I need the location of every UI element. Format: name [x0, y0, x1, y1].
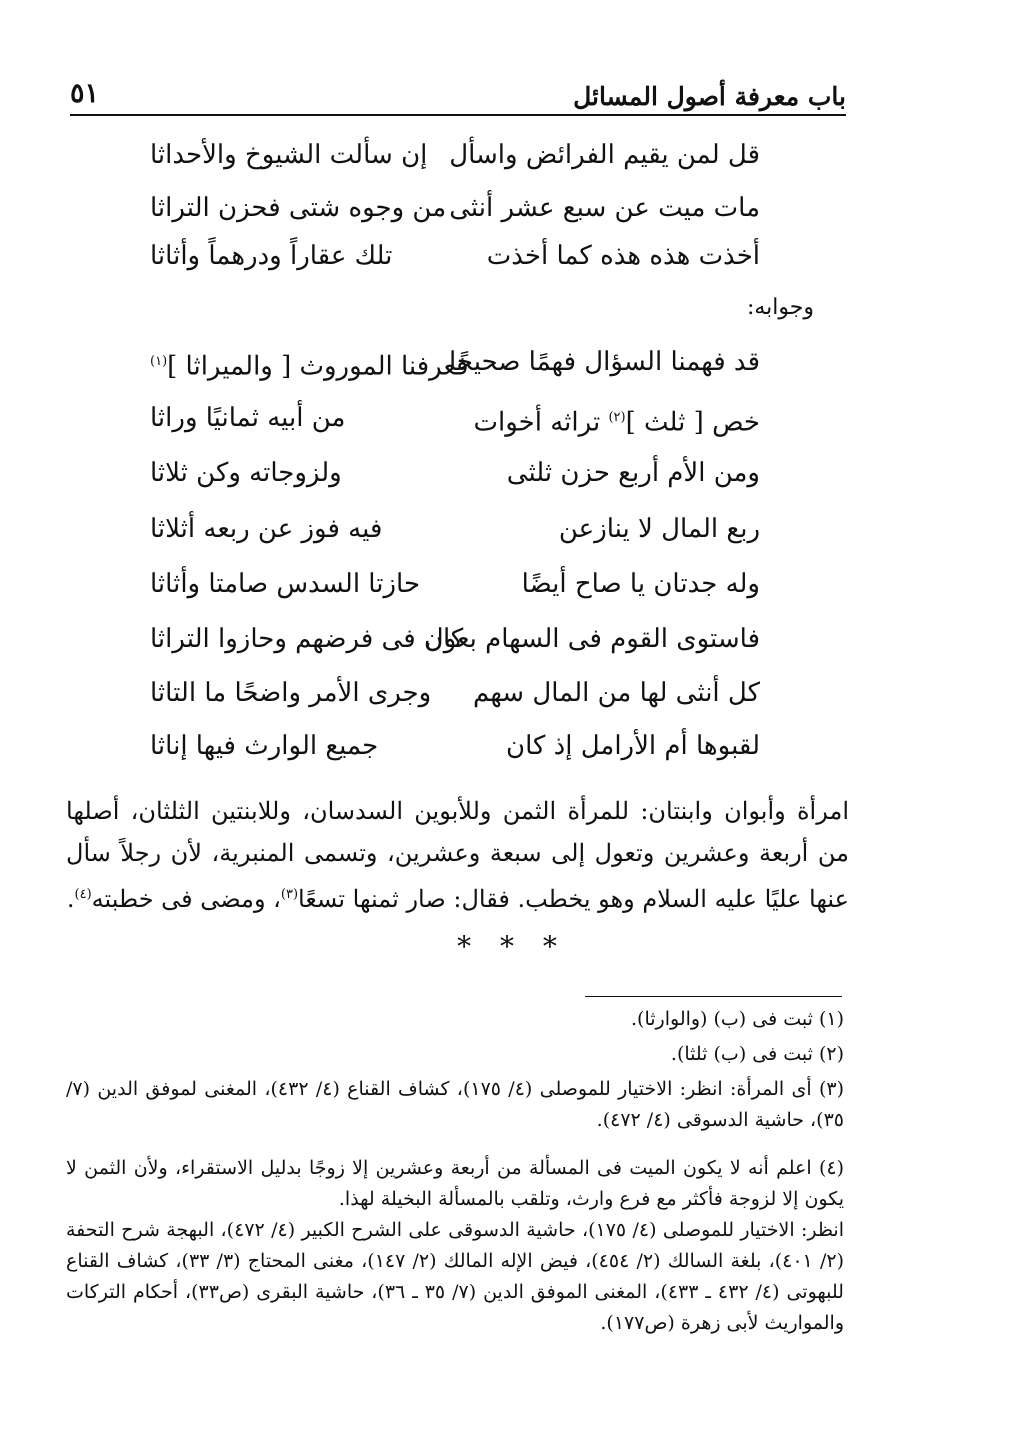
verse-first-hemistich: لقبوها أم الأرامل إذ كان [505, 731, 760, 761]
poem-verse [150, 133, 760, 177]
poem-verse [150, 507, 760, 551]
verse-second-hemistich: من أبيه ثمانيًا وراثا [150, 403, 346, 433]
footnote-divider [585, 996, 842, 997]
footnote-references: انظر: الاختيار للموصلى (٤/ ١٧٥)، حاشية الدسوقى على الشرح الكبير (٤/ ٤٧٢)، البهجة شرح التحفة (٢/ ٤٠١)، بلغة السالك (٢/ ٤٥٤)، فيض الإله المالك (٢/ ١٤٧)، مغنى المحتاج (٣/ ٣٣)، كشاف القناع للبهوتى (٤/ ٤٣٢ ـ ٤٣٣)، المغنى الموفق الدين (٧/ ٣٥ ـ ٣٦)، حاشية البقرى (ص٣٣)، أحكام التركات والمواريث لأبى زهرة (ص١٧٧). [66, 1219, 844, 1334]
verse-first-hemistich: وله جدتان يا صاح أيضًا [521, 569, 760, 599]
verse-second-hemistich: كان فى فرضهم وحازوا التراثا [150, 624, 464, 654]
poem-verse [150, 340, 760, 384]
footnote-ref: (٣) [280, 887, 299, 902]
footnote: (٢) ثبت فى (ب) ثلثا). [670, 1043, 844, 1065]
section-separator: * * * [457, 930, 567, 963]
prose-text: امرأة وأبوان وابنتان: للمرأة الثمن وللأبوين السدسان، وللابنتين الثلثان، أصلها من أربعة وعشرين وتعول إلى سبعة وعشرين، وتسمى المنبرية، لأن رجلاً سأل عنها عليًا عليه السلام وهو يخطب. فقال: صار ثمنها تسعًا [66, 797, 849, 913]
verse-second-hemistich: جميع الوارث فيها إناثا [150, 731, 379, 761]
footnote-ref: (١) [150, 354, 168, 369]
prose-paragraph [66, 790, 849, 920]
poem-verse [150, 724, 760, 768]
poem-verse [150, 234, 760, 278]
chapter-title: باب معرفة أصول المسائل [573, 82, 846, 111]
poem-verse [150, 396, 760, 440]
prose-text: ، ومضى فى خطبته [91, 885, 281, 913]
verse-second-hemistich: حازتا السدس صامتا وأثاثا [150, 569, 421, 599]
verse-second-hemistich: فيه فوز عن ربعه أثلاثا [150, 514, 383, 544]
verse-first-hemistich: قد فهمنا السؤال فهمًا صحيحًا [448, 347, 760, 377]
footnote-ref: (٤) [74, 887, 92, 902]
running-header [70, 70, 846, 116]
poem-verse [150, 617, 760, 661]
verse-second-hemistich [150, 340, 469, 389]
verse-second-hemistich: تلك عقاراً ودرهماً وأثاثا [150, 241, 393, 271]
verse-second-hemistich: من وجوه شتى فحزن التراثا [150, 193, 447, 223]
verse-first-hemistich: كل أنثى لها من المال سهم [473, 678, 760, 708]
verse-first-hemistich [474, 396, 760, 445]
verse-first-hemistich: ربع المال لا ينازعن [558, 514, 760, 544]
verse-text: فعرفنا الموروث [ والميراثا ] [167, 351, 469, 382]
verse-second-hemistich: ولزوجاته وكن ثلاثا [150, 458, 342, 488]
footnote-text: (٣) أى المرأة: انظر: الاختيار للموصلى (٤/ ١٧٥)، كشاف القناع (٤/ ٤٣٢)، المغنى لموفق الدين (٧/ ٣٥)، حاشية الدسوقى (٤/ ٤٧٢). [66, 1078, 844, 1131]
footnote-text: (٤) اعلم أنه لا يكون الميت فى المسألة من أربعة وعشرين إلا زوجًا بدليل الاستقراء، ولأن الثمن لا يكون إلا لزوجة فأكثر مع فرع وارث، وتلقب بالمسألة البخيلة لهذا. [66, 1157, 844, 1210]
verse-second-hemistich: وجرى الأمر واضحًا ما التاثا [150, 678, 432, 708]
verse-second-hemistich: إن سألت الشيوخ والأحداثا [150, 140, 428, 170]
footnote [66, 1153, 844, 1339]
poem-verse [150, 562, 760, 606]
verse-first-hemistich: أخذت هذه هذه كما أخذت [486, 241, 760, 271]
prose-text: . [66, 885, 75, 913]
verse-first-hemistich: فاستوى القوم فى السهام بعول [424, 624, 760, 654]
answer-label: وجوابه: [746, 295, 814, 320]
verse-first-hemistich: قل لمن يقيم الفرائض واسأل [449, 140, 760, 170]
verse-first-hemistich: مات ميت عن سبع عشر أنثى [449, 193, 760, 223]
footnote-ref: (٢) [608, 410, 626, 425]
poem-verse [150, 451, 760, 495]
poem-verse [150, 671, 760, 715]
verse-first-hemistich: ومن الأم أربع حزن ثلثى [506, 458, 760, 488]
footnote: (١) ثبت فى (ب) (والوارثا). [631, 1008, 844, 1030]
footnote [66, 1074, 844, 1136]
poem-verse [150, 186, 760, 230]
verse-text: خص [ ثلث ] [625, 407, 760, 438]
verse-text: تراثه أخوات [473, 407, 609, 438]
page-number: ٥١ [70, 78, 100, 109]
